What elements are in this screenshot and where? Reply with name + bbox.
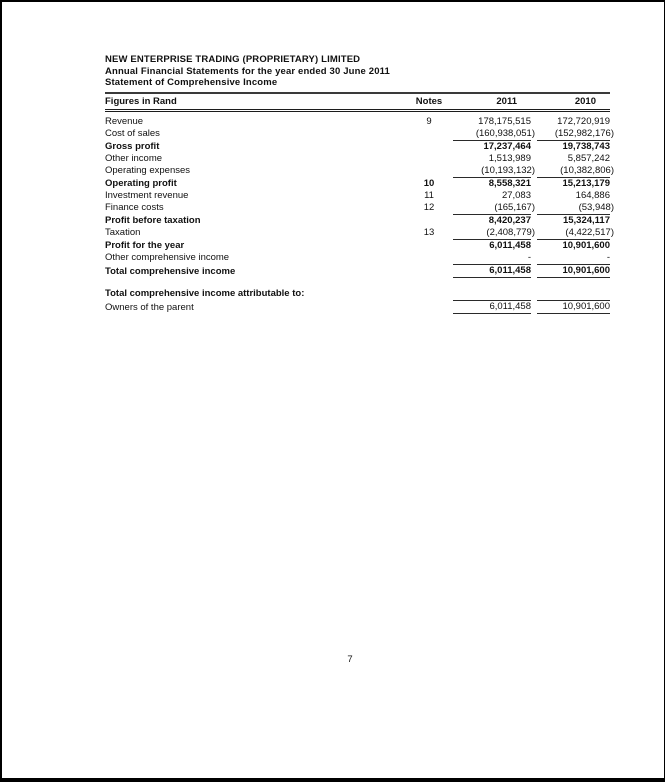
row-note <box>405 264 453 278</box>
row-value-2011 <box>453 165 535 177</box>
row-label: Taxation <box>105 227 141 238</box>
row-value-2010 <box>537 227 614 239</box>
amount-value: (165,167) <box>494 202 535 213</box>
row-value-2011 <box>453 252 531 264</box>
amount-value: 15,213,179 <box>562 178 610 189</box>
row-value-2010 <box>537 252 610 264</box>
row-value-2011 <box>453 140 531 153</box>
table-row <box>105 190 610 202</box>
row-value-2011 <box>453 214 531 227</box>
row-note: 10 <box>423 178 435 189</box>
table-header-row <box>105 92 610 112</box>
table-body <box>105 112 614 314</box>
page-number: 7 <box>347 654 353 665</box>
table-row <box>105 177 610 190</box>
amount-value: - <box>527 252 531 263</box>
amount-value: 8,558,321 <box>488 178 531 189</box>
row-note <box>405 214 453 227</box>
row-note <box>405 300 453 314</box>
amount-value: 27,083 <box>501 190 531 201</box>
row-note <box>405 128 453 140</box>
row-value-2010 <box>537 128 614 140</box>
amount-value: 19,738,743 <box>562 141 610 152</box>
row-value-2010 <box>537 300 610 314</box>
table-row <box>105 202 610 214</box>
row-label: Other income <box>105 153 163 164</box>
row-value-2011 <box>453 128 535 140</box>
amount-value: (4,422,517) <box>565 227 614 238</box>
row-value-2011 <box>453 300 531 314</box>
row-label: Gross profit <box>105 141 160 152</box>
row-value-2010 <box>537 112 610 128</box>
report-subtitle: Annual Financial Statements for the year ended 30 June 2011 <box>105 65 390 77</box>
amount-value: 6,011,458 <box>489 301 531 312</box>
amount-value: 8,420,237 <box>488 215 531 226</box>
row-value-2010 <box>537 165 614 177</box>
amount-value: 5,857,242 <box>567 153 610 164</box>
amount-value: 172,720,919 <box>557 116 610 127</box>
row-value-2010 <box>537 177 610 190</box>
table-row <box>105 140 610 153</box>
amount-value: - <box>606 252 610 263</box>
table-row <box>105 264 610 278</box>
amount-value: 10,901,600 <box>562 301 610 312</box>
row-value-2010 <box>537 202 614 214</box>
row-value-2011 <box>453 112 531 128</box>
row-note <box>405 165 453 177</box>
table-row <box>105 227 610 239</box>
row-label: Owners of the parent <box>105 302 194 313</box>
row-value-2011 <box>453 177 531 190</box>
title-block <box>105 54 610 89</box>
amount-value: 6,011,458 <box>489 240 531 251</box>
row-note <box>405 140 453 153</box>
section-heading-row <box>105 278 610 300</box>
row-value-2011 <box>453 239 531 252</box>
amount-value: (10,193,132) <box>481 165 535 176</box>
amount-value: 15,324,117 <box>562 215 610 226</box>
amount-value: (152,982,176) <box>554 128 614 139</box>
row-label: Operating expenses <box>105 165 191 176</box>
row-note <box>405 239 453 252</box>
table-row <box>105 153 610 165</box>
statement-content <box>105 54 614 314</box>
row-value-2010 <box>537 190 610 202</box>
row-note: 9 <box>426 116 432 127</box>
row-label: Operating profit <box>105 178 177 189</box>
row-note: 13 <box>423 227 435 238</box>
row-label: Revenue <box>105 116 144 127</box>
row-note <box>405 252 453 264</box>
row-value-2011 <box>453 264 531 278</box>
row-label: Investment revenue <box>105 190 189 201</box>
row-value-2011 <box>453 153 531 165</box>
row-value-2010 <box>537 264 610 278</box>
statement-title: Statement of Comprehensive Income <box>105 77 278 88</box>
amount-value: 178,175,515 <box>478 116 531 127</box>
amount-value: 17,237,464 <box>483 141 531 152</box>
table-row <box>105 165 610 177</box>
amount-value: (53,948) <box>578 202 614 213</box>
income-statement-table <box>105 92 614 314</box>
column-header-notes: Notes <box>405 92 453 112</box>
column-header-2011: 2011 <box>453 92 531 112</box>
amount-value: 164,886 <box>575 190 610 201</box>
table-row <box>105 112 610 128</box>
amount-value: (10,382,806) <box>560 165 614 176</box>
row-label: Finance costs <box>105 202 164 213</box>
amount-value: 1,513,989 <box>488 153 531 164</box>
amount-value: (160,938,051) <box>475 128 535 139</box>
row-note: 12 <box>423 202 435 213</box>
amount-value: (2,408,779) <box>486 227 535 238</box>
row-value-2011 <box>453 202 535 214</box>
row-value-2011 <box>453 190 531 202</box>
row-value-2011 <box>453 227 535 239</box>
table-row <box>105 239 610 252</box>
table-row <box>105 252 610 264</box>
row-label: Total comprehensive income attributable to: <box>105 288 305 299</box>
amount-value: 10,901,600 <box>562 240 610 251</box>
row-value-2010 <box>537 140 610 153</box>
column-header-figures-in-rand: Figures in Rand <box>105 92 405 112</box>
row-value-2010 <box>537 239 610 252</box>
row-label: Profit for the year <box>105 240 185 251</box>
table-row <box>105 300 610 314</box>
company-name: NEW ENTERPRISE TRADING (PROPRIETARY) LIMITED <box>105 54 361 65</box>
amount-value: 10,901,600 <box>562 265 610 276</box>
row-label: Profit before taxation <box>105 215 201 226</box>
row-note <box>405 153 453 165</box>
row-label: Total comprehensive income <box>105 266 236 277</box>
row-label: Other comprehensive income <box>105 252 230 263</box>
row-label: Cost of sales <box>105 128 160 139</box>
row-value-2010 <box>537 214 610 227</box>
table-row <box>105 214 610 227</box>
column-header-2010: 2010 <box>537 92 610 112</box>
row-note: 11 <box>424 190 434 201</box>
table-row <box>105 128 610 140</box>
amount-value: 6,011,458 <box>489 265 531 276</box>
row-value-2010 <box>537 153 610 165</box>
